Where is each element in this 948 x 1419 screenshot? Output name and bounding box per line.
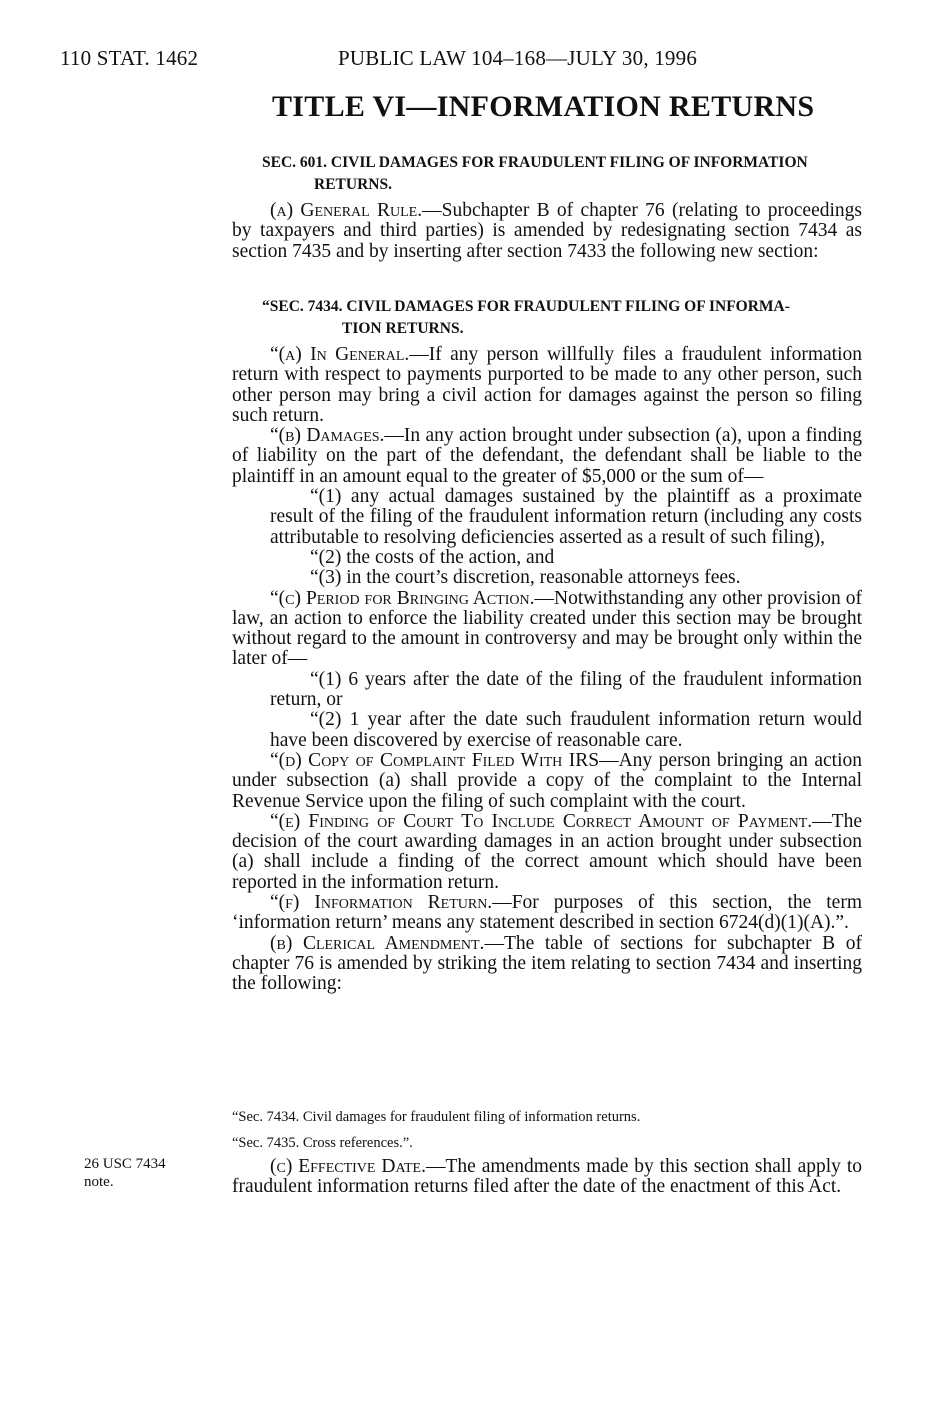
subsection-c-2: “(2) 1 year after the date such fraudulent information return would have been discovered by exercise of reasonable care.: [270, 709, 862, 751]
section-7434-heading-line2: TION RETURNS.: [342, 320, 464, 337]
subsection-b-3: “(3) in the court’s discretion, reasonable attorneys fees.: [310, 567, 741, 589]
effective-date-block: [232, 1157, 862, 1198]
toc-item-7435: “Sec. 7435. Cross references.”.: [232, 1135, 413, 1151]
clerical-amendment: [232, 934, 862, 995]
subsection-c-1: “(1) 6 years after the date of the filing of the fraudulent information return, or: [270, 668, 862, 711]
paragraph-a-general-rule: [232, 201, 862, 262]
toc-item-7434: “Sec. 7434. Civil damages for fraudulent filing of information returns.: [232, 1109, 641, 1125]
label: “(e) Finding of Court To Include Correct Amount of Payment.: [270, 810, 813, 832]
subsection-b-1: “(1) any actual damages sustained by the plaintiff as a proximate result of the filing of the fraudulent information return (including any costs attributable to resolving deficiencies asserted as a result of such filing),: [270, 486, 862, 548]
text: —The decision of the court awarding damages in an action brought under subsection (a) shall include a finding of the correct amount which should have been reported in the information return.: [232, 810, 862, 893]
public-law-date: PUBLIC LAW 104–168—JULY 30, 1996: [338, 46, 698, 70]
subsection-c: [232, 589, 862, 670]
label: (b) Clerical Amendment.: [270, 932, 485, 954]
section-7434-body: [232, 345, 862, 995]
text: —Subchapter B of chapter 76 (relating to proceedings by taxpayers and third parties) is amended by redesignating section 7434 as section 7435 and by inserting after section 7433 the following new section:: [232, 200, 862, 262]
section-601-heading: [262, 152, 872, 196]
label: “(a) In General.: [270, 344, 410, 365]
label: (a) General Rule.: [270, 200, 423, 221]
subsection-e: [232, 812, 862, 893]
effective-date: [232, 1157, 862, 1198]
margin-note-line1: 26 USC 7434: [84, 1156, 166, 1172]
section-7434-heading-line1: “SEC. 7434. CIVIL DAMAGES FOR FRAUDULENT FILING OF INFORMA-: [262, 298, 790, 315]
subsection-b: [232, 426, 862, 487]
text: —Notwithstanding any other provision of law, an action to enforce the liability created under this section may be brought without regard to the amount in controversy and may be brought only within the later of—: [232, 587, 862, 670]
table-of-sections: [232, 1104, 862, 1156]
label: “(f) Information Return.: [270, 892, 493, 914]
label: (c) Effective Date.: [270, 1156, 426, 1177]
section-601-heading-line1: SEC. 601. CIVIL DAMAGES FOR FRAUDULENT FILING OF INFORMATION: [262, 154, 808, 171]
text: —Any person bringing an action under subsection (a) shall provide a copy of the complaint to the Internal Revenue Service upon the filing of such complaint with the court.: [232, 749, 862, 812]
text: —In any action brought under subsection (a), upon a finding of liability on the part of the defendant, the defendant shall be liable to the plaintiff in an amount equal to the greater of $5,000 or the sum of—: [232, 425, 862, 487]
subsection-a: [232, 345, 862, 426]
margin-note: [84, 1155, 166, 1191]
subsection-b-2: “(2) the costs of the action, and: [310, 546, 555, 568]
label: “(d) Copy of Complaint Filed With IRS: [270, 749, 600, 771]
title-heading: TITLE VI—INFORMATION RETURNS: [272, 90, 815, 123]
label: “(b) Damages.: [270, 425, 385, 447]
text: —For purposes of this section, the term ‘information return’ means any statement described in section 6724(d)(1)(A).”.: [232, 892, 862, 934]
text: —The amendments made by this section shall apply to fraudulent information returns filed after the date of the enactment of this Act.: [232, 1156, 862, 1198]
subsection-d: [232, 751, 862, 812]
margin-note-line2: note.: [84, 1174, 114, 1190]
subsection-f: [232, 893, 862, 934]
section-601-a: [232, 201, 862, 262]
stat-citation: 110 STAT. 1462: [60, 46, 199, 70]
section-7434-heading: [262, 296, 872, 340]
section-601-heading-line2: RETURNS.: [314, 176, 392, 193]
text: —The table of sections for subchapter B of chapter 76 is amended by striking the item relating to section 7434 and inserting the following:: [232, 932, 862, 995]
text: —If any person willfully files a fraudulent information return with respect to payments purported to be made to any other person, such other person may bring a civil action for damages against the person so filing such return.: [232, 344, 863, 426]
label: “(c) Period for Bringing Action.: [270, 587, 535, 609]
